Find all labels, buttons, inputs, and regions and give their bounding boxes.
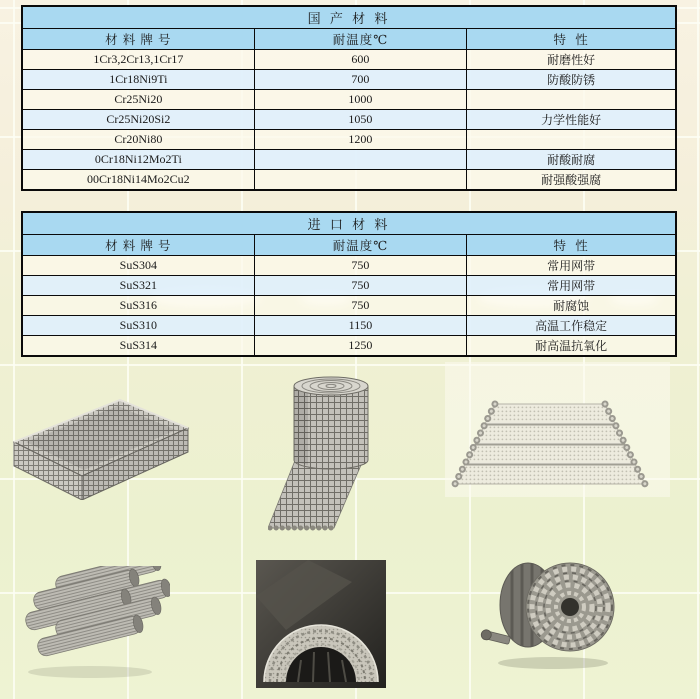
table-cell: SuS316 <box>22 296 254 316</box>
table-cell: 常用网带 <box>467 256 676 276</box>
table-cell: 耐强酸强腐 <box>467 170 676 191</box>
table-header-row <box>22 235 676 256</box>
table-cell: 750 <box>254 296 467 316</box>
table-cell: 耐腐蚀 <box>467 296 676 316</box>
table-cell: 常用网带 <box>467 276 676 296</box>
table-row <box>22 90 676 110</box>
table-cell: 1000 <box>254 90 467 110</box>
mesh-belt-arch-icon <box>256 560 386 688</box>
table-title: 国 产 材 料 <box>22 6 676 29</box>
table-cell: 750 <box>254 276 467 296</box>
table-row <box>22 336 676 357</box>
table-cell: 700 <box>254 70 467 90</box>
table-cell: 高温工作稳定 <box>467 316 676 336</box>
table-cell: 750 <box>254 256 467 276</box>
table-cell: 耐高温抗氧化 <box>467 336 676 357</box>
table-row <box>22 70 676 90</box>
table-cell: 00Cr18Ni14Mo2Cu2 <box>22 170 254 191</box>
table-cell: SuS321 <box>22 276 254 296</box>
table-cell: 耐磨性好 <box>467 50 676 70</box>
rolled-chain-belt-icon <box>478 545 623 673</box>
column-header-temperature: 耐温度℃ <box>254 235 467 256</box>
table-cell: 防酸防锈 <box>467 70 676 90</box>
column-header-feature: 特 性 <box>467 29 676 50</box>
domestic-materials-table <box>21 5 677 191</box>
table-row <box>22 110 676 130</box>
table-cell: 力学性能好 <box>467 110 676 130</box>
column-header-temperature: 耐温度℃ <box>254 29 467 50</box>
table-cell: Cr25Ni20Si2 <box>22 110 254 130</box>
table-title-row <box>22 6 676 29</box>
table-title-row <box>22 212 676 235</box>
table-cell: 1150 <box>254 316 467 336</box>
table-row <box>22 256 676 276</box>
table-cell: Cr25Ni20 <box>22 90 254 110</box>
mesh-belt-bundle-photo <box>20 566 170 681</box>
table-cell <box>254 170 467 191</box>
table-cell: 600 <box>254 50 467 70</box>
table-title: 进 口 材 料 <box>22 212 676 235</box>
table-cell: 1050 <box>254 110 467 130</box>
table-cell: 1Cr18Ni9Ti <box>22 70 254 90</box>
wire-mesh-basket-photo <box>8 390 194 500</box>
mesh-belt-roll-icon <box>268 372 372 534</box>
mesh-belt-bundle-icon <box>20 566 170 681</box>
table-cell <box>254 150 467 170</box>
table-row <box>22 296 676 316</box>
table-row <box>22 150 676 170</box>
table-cell <box>467 90 676 110</box>
table-cell: SuS314 <box>22 336 254 357</box>
imported-materials-table <box>21 211 677 357</box>
table-row <box>22 50 676 70</box>
mesh-belt-arch-closeup-photo <box>256 560 386 688</box>
table-cell: 耐酸耐腐 <box>467 150 676 170</box>
wire-mesh-basket-icon <box>8 390 194 500</box>
table-header-row <box>22 29 676 50</box>
table-row <box>22 316 676 336</box>
table-row <box>22 130 676 150</box>
chain-edge-conveyor-belt-icon <box>445 362 670 497</box>
table-cell: Cr20Ni80 <box>22 130 254 150</box>
table-cell <box>467 130 676 150</box>
rolled-chain-belt-photo <box>478 545 623 673</box>
table-cell: 1250 <box>254 336 467 357</box>
table-row <box>22 276 676 296</box>
column-header-grade: 材 料 牌 号 <box>22 29 254 50</box>
column-header-feature: 特 性 <box>467 235 676 256</box>
table-row <box>22 170 676 191</box>
table-cell: SuS304 <box>22 256 254 276</box>
table-cell: SuS310 <box>22 316 254 336</box>
table-cell: 1Cr3,2Cr13,1Cr17 <box>22 50 254 70</box>
chain-edge-conveyor-belt-photo <box>445 362 670 497</box>
table-cell: 1200 <box>254 130 467 150</box>
table-cell: 0Cr18Ni12Mo2Ti <box>22 150 254 170</box>
mesh-belt-roll-photo <box>268 372 372 534</box>
column-header-grade: 材 料 牌 号 <box>22 235 254 256</box>
